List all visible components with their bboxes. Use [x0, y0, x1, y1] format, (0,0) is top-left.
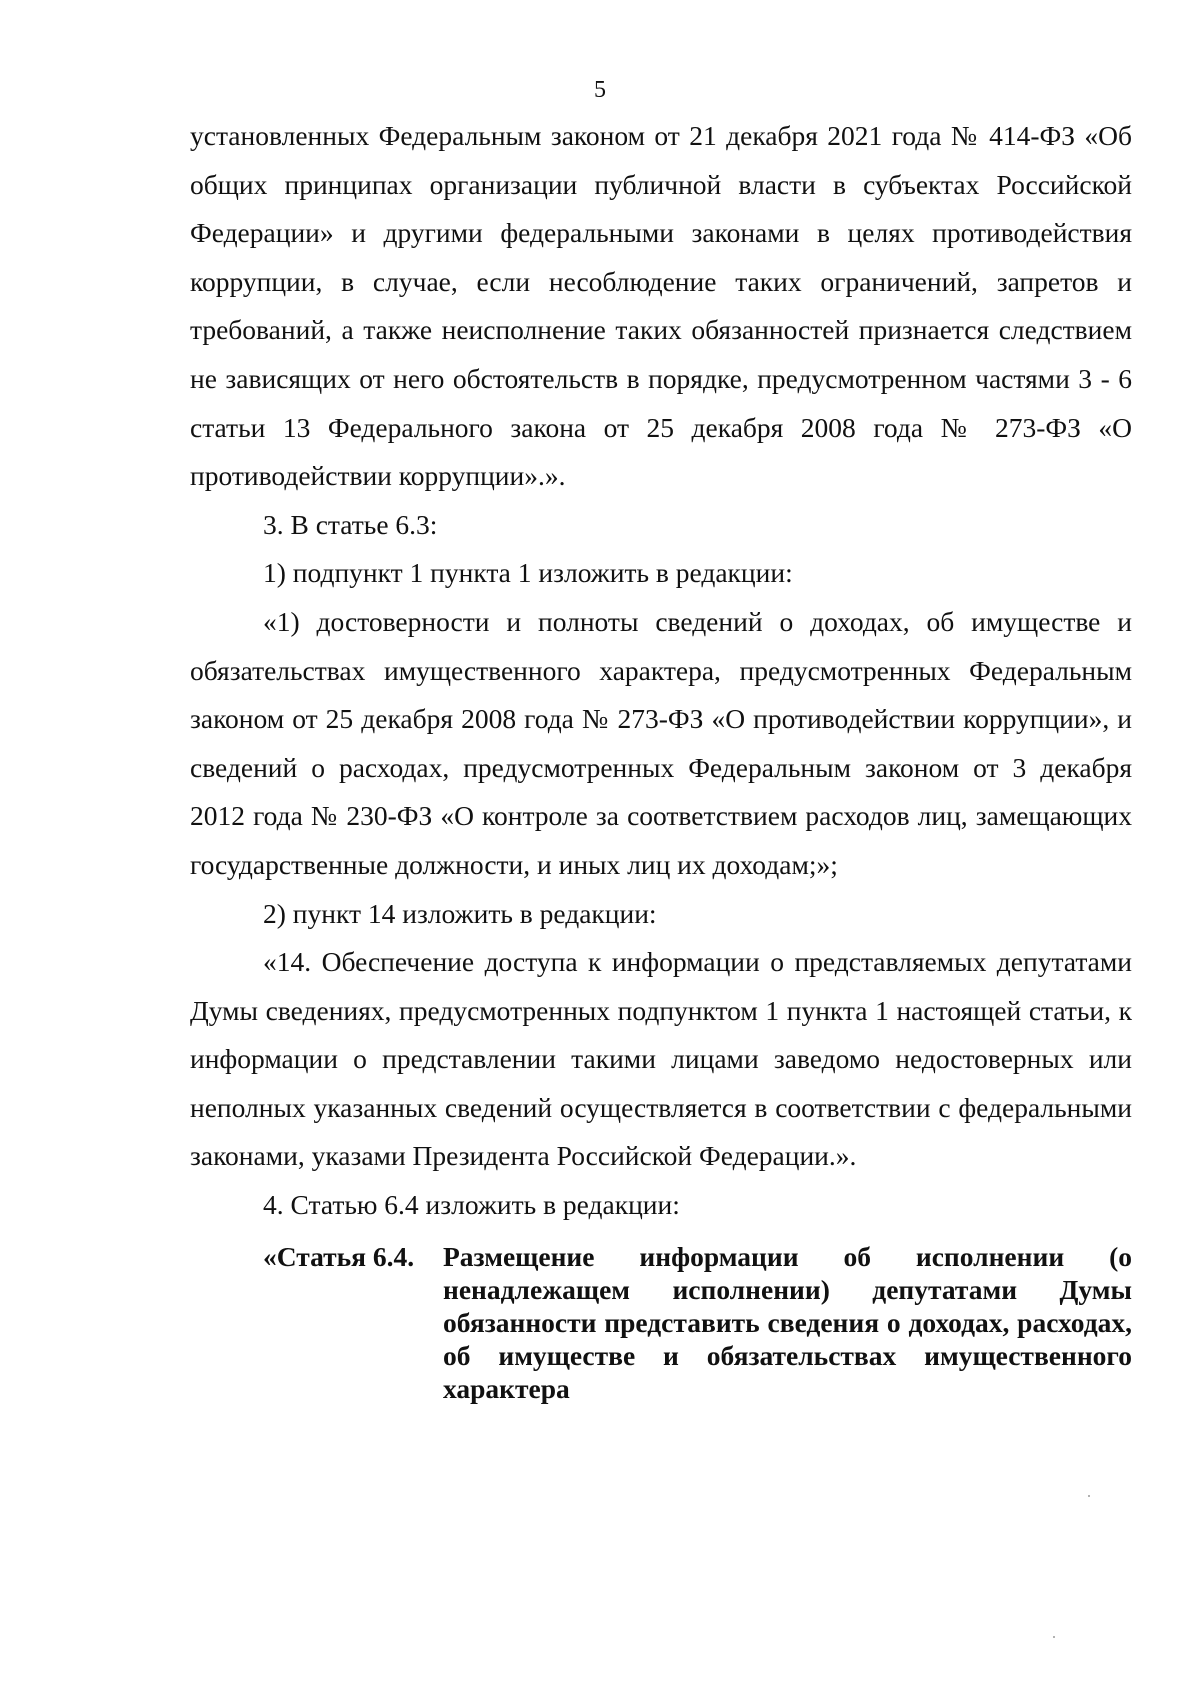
- article-number: «Статья 6.4.: [263, 1240, 415, 1272]
- page-number: 5: [594, 77, 606, 103]
- paragraph-item-4: 4. Статью 6.4 изложить в редакции:: [263, 1189, 680, 1221]
- paragraph-quote-14: «14. Обеспечение доступа к информации о представляемых депутатами Думы сведениях, предусмотренных подпунктом 1 пункта 1 настоящей статьи, к информации о представлении такими лицами заведомо недостоверных или неполных указанных сведений осуществляется в соответствии с федеральными законами, указами Президента Российской Федерации.».: [190, 946, 1132, 1172]
- paragraph-subitem-1: 1) подпункт 1 пункта 1 изложить в редакции:: [263, 557, 793, 589]
- paragraph-continuation: установленных Федеральным законом от 21 декабря 2021 года № 414-ФЗ «Об общих принципах организации публичной власти в субъектах Российской Федерации» и другими федеральными законами в целях противодействия коррупции, в случае, если несоблюдение таких ограничений, запретов и требований, а также неисполнение таких обязанностей признается следствием не зависящих от него обстоятельств в порядке, предусмотренном частями 3 - 6 статьи 13 Федерального закона от 25 декабря 2008 года № 273-ФЗ «О противодействии коррупции».».: [190, 120, 1132, 492]
- paragraph-item-3: 3. В статье 6.3:: [263, 508, 438, 540]
- paragraph-quote-1: «1) достоверности и полноты сведений о доходах, об имуществе и обязательствах имущественного характера, предусмотренных Федеральным законом от 25 декабря 2008 года № 273-ФЗ «О противодействии коррупции», и сведений о расходах, предусмотренных Федеральным законом от 3 декабря 2012 года № 230-ФЗ «О контроле за соответствием расходов лиц, замещающих государственные должности, и иных лиц их доходам;»;: [190, 605, 1132, 880]
- document-body: [190, 112, 1132, 1405]
- scan-speck: [1088, 1495, 1090, 1497]
- scan-speck: [1053, 1636, 1055, 1638]
- paragraph-subitem-2: 2) пункт 14 изложить в редакции:: [263, 897, 657, 929]
- article-title: Размещение информации об исполнении (о ненадлежащем исполнении) депутатами Думы обязанности представить сведения о доходах, расходах, об имуществе и обязательствах имущественного характера: [443, 1240, 1132, 1404]
- article-heading: [190, 1240, 1132, 1405]
